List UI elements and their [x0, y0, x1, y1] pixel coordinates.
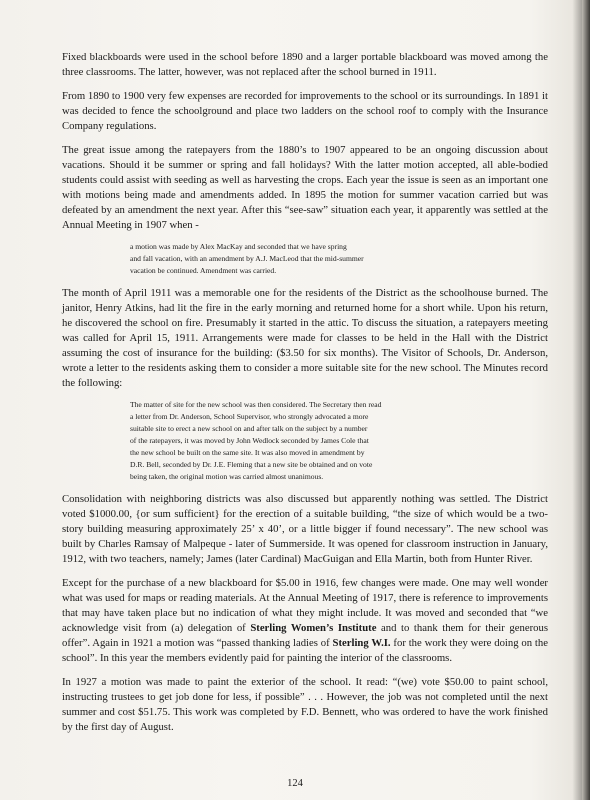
quote-line: vacation be continued. Amendment was carried. — [130, 266, 277, 275]
bold-run-institute: Sterling Women’s Institute — [250, 622, 377, 634]
quote-line: suitable site to erect a new school on and after talk on the subject by a number — [130, 424, 368, 433]
quote-site-minutes — [130, 399, 448, 483]
paragraph-painting: In 1927 a motion was made to paint the exterior of the school. It read: “(we) vote $50.00 to paint school, instructing trustees to get job done for less, if possible” . . . However, the job was not completed until the next summer and cost $51.75. This work was completed by F.D. Bennett, who was ordered to have the work finished by the first day of August. — [62, 676, 548, 733]
quote-line: the new school be built on the same site. It was also moved in amendment by — [130, 448, 365, 457]
quote-line: a letter from Dr. Anderson, School Supervisor, who strongly advocated a more — [130, 412, 369, 421]
paragraph-vacations: The great issue among the ratepayers from the 1880’s to 1907 appeared to be an ongoing discussion about vacations. Should it be summer or spring and fall holidays? With the latter motion accepted, all able-bodied students could assist with seeding as well as harvesting the crops. Each year the issue is seen as an important one with motions being made and amendments added. In 1895 the motion for summer vacation carried but was defeated by an amendment the next year. After this “see-saw” situation each year, it apparently was settled at the Annual Meeting in 1907 when - — [62, 144, 548, 231]
text-run: and to thank them for their generous offer”. Again in 1921 a motion was “passed thanking ladies of — [62, 622, 548, 649]
quote-line: of the ratepayers, it was moved by John Wedlock seconded by James Cole that — [130, 436, 369, 445]
quote-line: and fall vacation, with an amendment by A.J. MacLeod that the mid-summer — [130, 254, 364, 263]
quote-line: The matter of site for the new school was then considered. The Secretary then read — [130, 400, 382, 409]
page-edge-shadow — [582, 0, 590, 800]
bold-run-wi: Sterling W.I. — [332, 637, 391, 649]
quote-line: D.R. Bell, seconded by Dr. J.E. Fleming that a new site be obtained and on vote — [130, 460, 373, 469]
paragraph-expenses: From 1890 to 1900 very few expenses are recorded for improvements to the school or its surroundings. In 1891 it was decided to fence the schoolground and place two ladders on the school roof to comply with the Insurance Company regulations. — [62, 90, 548, 132]
paragraph-womens-institute — [62, 576, 548, 666]
page-body — [62, 50, 548, 744]
text-run: for the work they were doing on the school”. In this year the members evidently paid for painting the interior of the classrooms. — [62, 637, 548, 664]
paragraph-fire: The month of April 1911 was a memorable one for the residents of the District as the schoolhouse burned. The janitor, Henry Atkins, had lit the fire in the early morning and returned home for a short while. Upon his return, he discovered the school on fire. Presumably it started in the attic. To discuss the situation, a ratepayers meeting was called for April 15, 1911. Arrangements were made for classes to be held in the Hall with the District assuming the cost of insurance for the building: ($3.50 for six months). The Visitor of Schools, Dr. Anderson, wrote a letter to the residents asking them to consider a more suitable site for the new school. The Minutes record the following: — [62, 287, 548, 389]
text-run: Except for the purchase of a new blackboard for $5.00 in 1916, few changes were made. One may well wonder what was used for maps or reading materials. At the Annual Meeting of 1917, there is reference to improvements that may have taken place but no indication of what they might include. It was moved and seconded that “we acknowledge visit from (a) delegation of — [62, 577, 548, 634]
page-number: 124 — [287, 778, 303, 789]
quote-line: being taken, the original motion was carried almost unanimous. — [130, 472, 324, 481]
quote-vacation-motion — [130, 241, 430, 277]
quote-line: a motion was made by Alex MacKay and seconded that we have spring — [130, 242, 347, 251]
paragraph-new-school: Consolidation with neighboring districts was also discussed but apparently nothing was settled. The District voted $1000.00, {or sum sufficient} for the erection of a suitable building, “the size of which would be a two-story building measuring approximately 25’ x 40’, or a little bigger if found necessary”. The new school was built by Charles Ramsay of Malpeque - later of Summerside. It was opened for classroom instruction in January, 1912, with two teachers, namely; James (later Cardinal) MacGuigan and Ella Martin, both from Hunter River. — [62, 493, 548, 565]
paragraph-blackboards: Fixed blackboards were used in the school before 1890 and a larger portable blackboard was moved among the three classrooms. The latter, however, was not replaced after the school burned in 1911. — [62, 51, 548, 78]
